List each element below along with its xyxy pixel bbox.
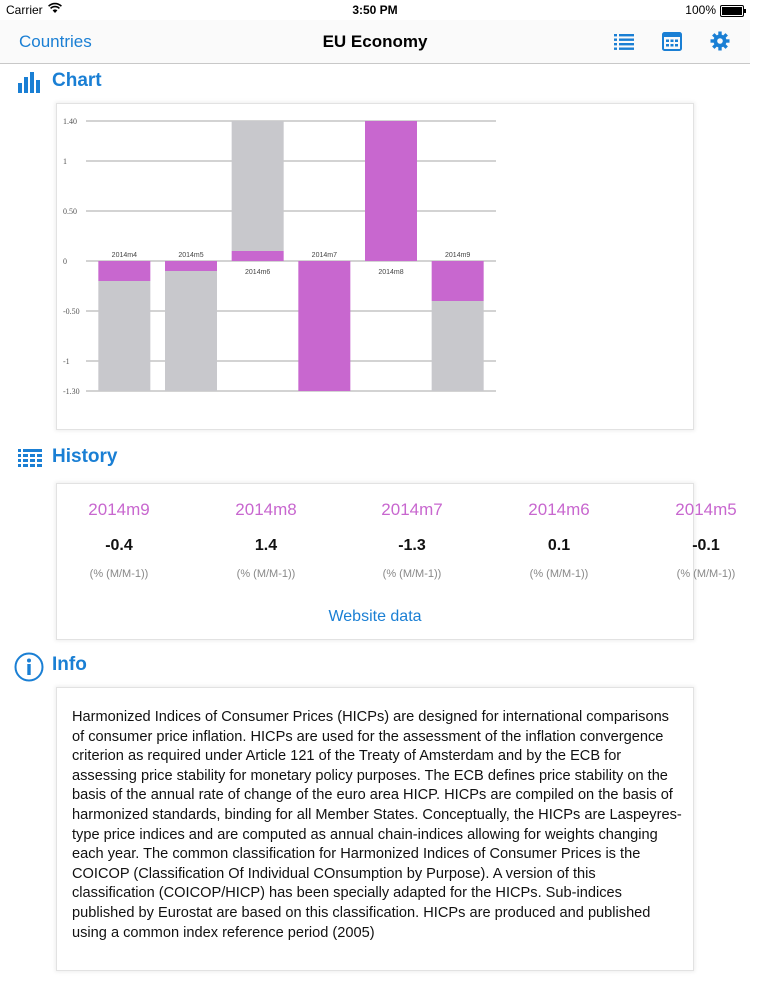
bar-background [165, 271, 217, 391]
bar-value [365, 121, 417, 261]
bar-value [232, 251, 284, 261]
category-label: 2014m6 [245, 269, 271, 276]
status-bar [0, 0, 750, 20]
page-title: EU Economy [322, 32, 428, 51]
history-unit: (% (M/M-1)) [89, 568, 149, 580]
y-tick-label: -1.30 [63, 387, 80, 396]
history-panel [57, 484, 737, 639]
bar-background [98, 281, 150, 391]
history-unit: (% (M/M-1)) [529, 568, 589, 580]
category-label: 2014m9 [445, 252, 471, 259]
history-value: 0.1 [547, 537, 571, 554]
bar-value [298, 261, 350, 391]
section-title-chart: Chart [52, 70, 102, 91]
chart-panel [57, 104, 693, 429]
history-grid-icon [17, 446, 43, 472]
navigation-bar [0, 20, 750, 64]
info-panel [57, 688, 693, 970]
info-icon [14, 652, 44, 682]
bar-background [232, 121, 284, 251]
bar-value [432, 261, 484, 301]
y-tick-label: 1.40 [63, 117, 77, 126]
gear-icon[interactable] [709, 30, 731, 52]
list-icon[interactable] [613, 30, 635, 52]
info-description: Harmonized Indices of Consumer Prices (HICPs) are designed for international comparisons of consumer price inflation. HICPs are used for the assessment of the inflation convergence criterion as required under Article 121 of the Treaty of Amsterdam and by the ECB for assessing price stability for monetary policy purposes. The ECB defines price stability on the basis of the annual rate of change of the euro area HICP. HICPs are compiled on the basis of harmonized standards, binding for all Member States. Conceptually, the HICPs are Laspeyres-type price indices and are computed as annual chain-indices allowing for weights changing each year. The common classification for Harmonized Indices of Consumer Prices is the COICOP (Classification Of Individual COnsumption by Purpose). A version of this classification (COICOP/HICP) has been specially adapted for the HICPs. Sub-indices published by Eurostat are based on this classification. HICPs are produced and published using a common index reference period (2005) [72, 709, 682, 941]
history-period: 2014m5 [675, 500, 737, 519]
bar-chart-icon [17, 70, 43, 96]
history-value: 1.4 [254, 537, 278, 554]
bar-value [165, 261, 217, 271]
y-tick-label: 0.50 [63, 207, 77, 216]
carrier-label: Carrier [6, 3, 43, 17]
battery-percent: 100% [685, 3, 716, 17]
history-value: -0.4 [105, 537, 133, 554]
history-period: 2014m6 [528, 500, 590, 519]
history-period: 2014m7 [381, 500, 443, 519]
section-title-info: Info [52, 654, 87, 675]
history-unit: (% (M/M-1)) [236, 568, 296, 580]
website-data-link[interactable]: Website data [328, 608, 422, 625]
history-value: -0.1 [692, 537, 720, 554]
battery-icon [720, 5, 744, 17]
history-period: 2014m8 [235, 500, 297, 519]
history-unit: (% (M/M-1)) [382, 568, 442, 580]
back-button-countries[interactable]: Countries [19, 32, 92, 51]
y-tick-label: 1 [63, 157, 67, 166]
history-period: 2014m9 [88, 500, 150, 519]
clock: 3:50 PM [352, 3, 398, 17]
history-value: -1.3 [398, 537, 426, 554]
bar-background [432, 301, 484, 391]
history-unit: (% (M/M-1)) [676, 568, 736, 580]
bar-chart [57, 104, 693, 429]
section-title-history: History [52, 446, 118, 467]
bar-value [98, 261, 150, 281]
category-label: 2014m5 [178, 252, 204, 259]
category-label: 2014m7 [311, 252, 337, 259]
y-tick-label: -1 [63, 357, 70, 366]
y-tick-label: -0.50 [63, 307, 80, 316]
history-scroller[interactable] [57, 484, 737, 594]
y-tick-label: 0 [63, 257, 67, 266]
category-label: 2014m4 [111, 252, 137, 259]
category-label: 2014m8 [378, 269, 404, 276]
calendar-icon[interactable] [661, 30, 683, 52]
